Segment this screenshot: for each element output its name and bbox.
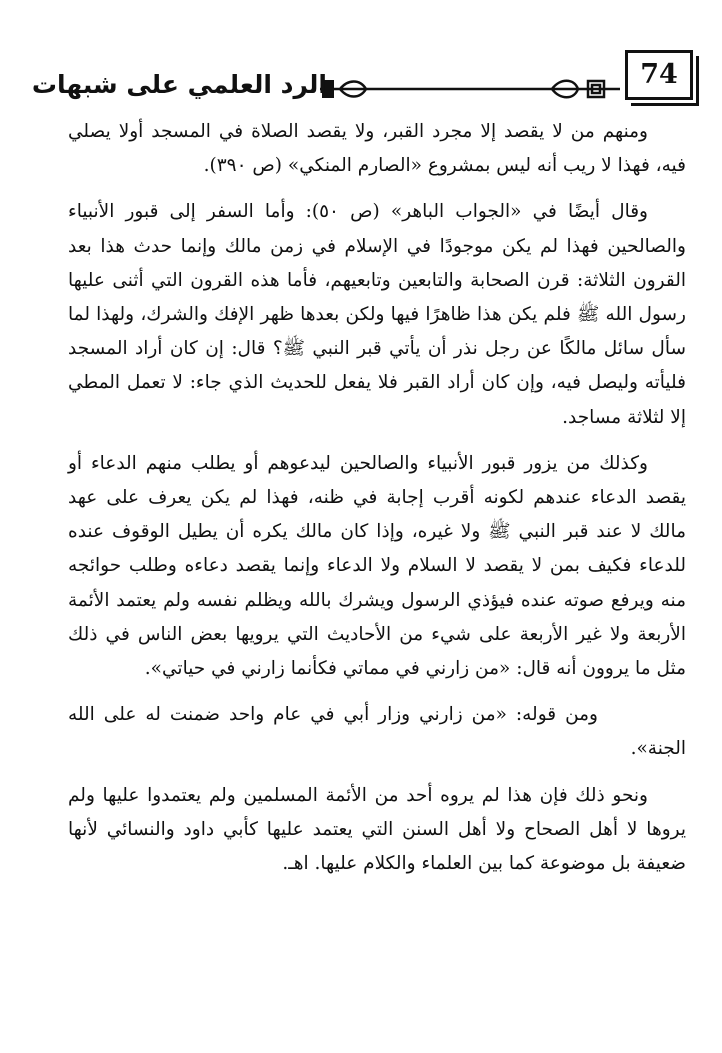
paragraph-2: وقال أيضًا في «الجواب الباهر» (ص ٥٠): وأما السفر إلى قبور الأنبياء والصالحين فهذا لم يكن موجودًا في الإسلام في زمن مالك وإنما حدث هذا بعد القرون الثلاثة: قرن الصحابة والتابعين وتابعيهم، فأما هذه القرون التي أثنى عليها رسول الله ﷺ فلم يكن هذا ظاهرًا فيها ولكن بعدها ظهر الإفك والشرك، ولهذا لما سأل سائل مالكًا عن رجل نذر أن يأتي قبر النبي ﷺ؟ قال: إن كان أراد المسجد فليأته وليصل فيه، وإن كان أراد القبر فلا يفعل للحديث الذي جاء: لا تعمل المطي إلا لثلاثة مساجد. [68, 201, 686, 428]
page-header [0, 40, 722, 110]
paragraph-4: ومن قوله: «من زارني وزار أبي في عام واحد ضمنت له على الله الجنة». [68, 704, 686, 760]
paragraph-1: ومنهم من لا يقصد إلا مجرد القبر، ولا يقصد الصلاة في المسجد أولا يصلي فيه، فهذا لا ريب أنه ليس بمشروع «الصارم المنكي» (ص ٣٩٠). [68, 121, 686, 177]
paragraph-3: وكذلك من يزور قبور الأنبياء والصالحين ليدعوهم أو يطلب منهم الدعاء أو يقصد الدعاء عندهم لكونه أقرب إجابة في ظنه، فهذا لم يكن يعرف على عهد مالك لا عند قبر النبي ﷺ ولا غيره، وإذا كان مالك يكره أن يطيل الوقوف عنده للدعاء فكيف بمن لا يقصد لا السلام ولا الدعاء وإنما يقصد دعاءه وطلب حوائجه منه ويرفع صوته عنده فيؤذي الرسول ويشرك بالله ويظلم نفسه ولم يعتمد الأئمة الأربعة ولا غير الأربعة على شيء من الأحاديث التي يرويها بعض الناس في ذلك مثل ما يروون أنه قال: «من زارني في مماتي فكأنما زارني في حياتي». [68, 452, 686, 680]
header-ornament [320, 76, 620, 102]
page-number: 74 [640, 59, 678, 90]
paragraph-5: ونحو ذلك فإن هذا لم يروه أحد من الأئمة المسلمين ولم يعتمدوا عليها ولم يروها لا أهل الصحاح ولا أهل السنن التي يعتمد عليها كأبي داود والنسائي لأنها ضعيفة بل موضوعة كما بين العلماء والكلام عليها. اهـ. [68, 784, 686, 875]
main-text [68, 115, 686, 881]
book-title: الرد العلمي على شبهات [31, 70, 327, 99]
page-number-box [625, 50, 693, 100]
